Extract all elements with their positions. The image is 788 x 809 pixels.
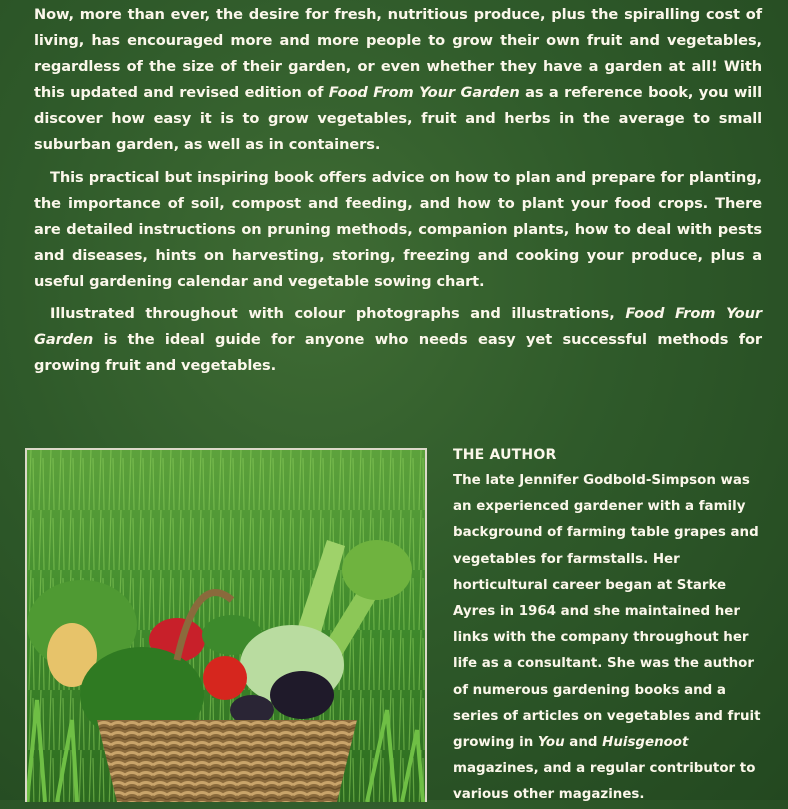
blurb-p3-start: Illustrated throughout with colour photographs and illustrations, [50, 305, 626, 323]
author-bio-end: magazines, and a regular contributor to various other magazines. [453, 761, 756, 803]
blurb-p2-text: This practical but inspiring book offers advice on how to plan and prepare for planting, the importance of soil, compost and feeding, and how to plant your food crops. There are detailed instructions on pruning methods, companion plants, how to deal with pests and diseases, hints on harvesting, storing, freezing and cooking your produce, plus a useful gardening calendar and vegetable sowing chart. [34, 168, 762, 290]
author-bio-and: and [564, 735, 603, 751]
blurb-paragraph-2 [34, 165, 762, 295]
blurb-p1-end: as a reference book, you will discover how easy it is to grow vegetables, fruit and herbs in the average to small suburban garden, as well as in containers. [34, 84, 762, 154]
author-bio-text: was an experienced gardener with a family background of farming table grapes and vegetables for farmstalls. Her horticultural career began at Starke Ayres in 1964 and she maintained her links with the company throughout her life as a consultant. She was the author of numerous gardening books and a series of articles on vegetables and fruit growing in [453, 473, 761, 751]
blurb-p1-text: Now, more than ever, the desire for fresh, nutritious produce, plus the spiralling cost of living, has encouraged more and more people to grow their own fruit and vegetables, regardless of the size of their garden, or even whether they have a garden at all! With this updated and revised edition of [34, 6, 762, 102]
blurb-p3-end: is the ideal guide for anyone who needs easy yet successful methods for growing fruit and vegetables. [34, 331, 762, 375]
blurb-paragraph-1 [34, 2, 762, 159]
book-title-1: Food From Your Garden [328, 84, 520, 102]
vegetable-basket-photo [25, 448, 427, 802]
author-section [453, 442, 773, 809]
back-cover-blurb [34, 2, 762, 385]
book-title-2: Food From Your Garden [34, 305, 762, 349]
author-heading: THE AUTHOR [453, 447, 557, 463]
author-intro: The late [453, 473, 520, 488]
basket-illustration [27, 450, 425, 802]
blurb-paragraph-3 [34, 301, 762, 379]
magazine-huisgenoot: Huisgenoot [602, 735, 689, 751]
author-bio [453, 468, 773, 809]
author-name: Jennifer Godbold-Simpson [519, 473, 716, 488]
magazine-you: You [537, 735, 565, 751]
